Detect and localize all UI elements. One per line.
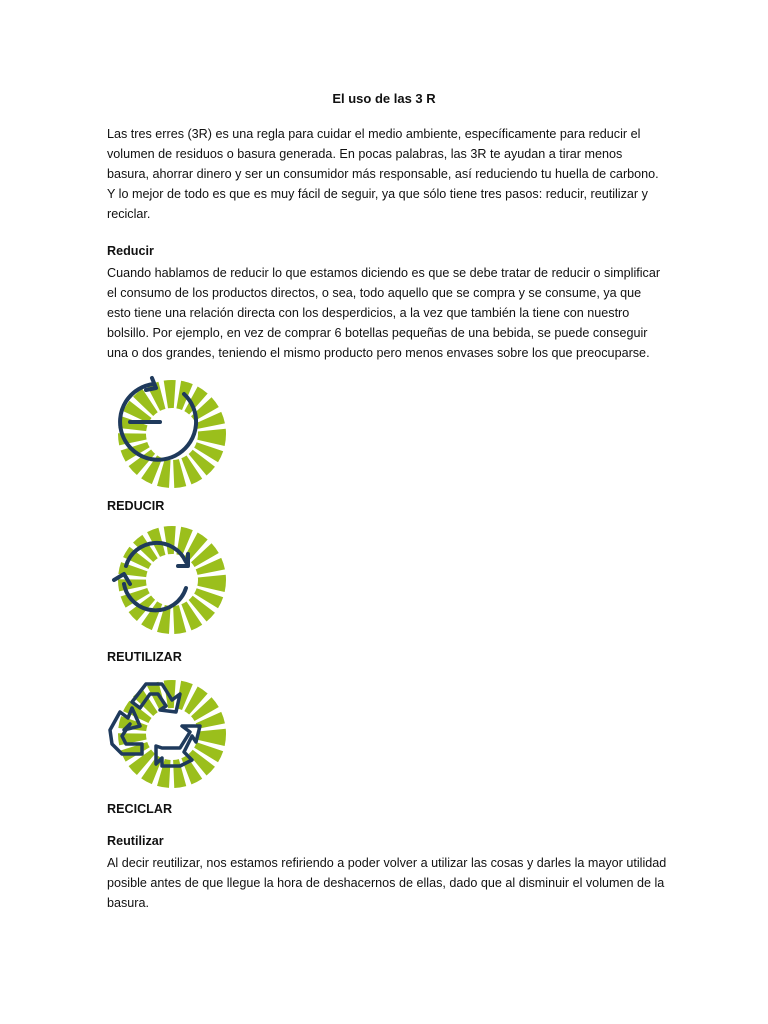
reutilizar-paragraph: Al decir reutilizar, nos estamos refiriendo a poder volver a utilizar las cosas y darles la mayor utilidad posible antes de que llegue la hora de deshacernos de ellas, dado que al disminuir el volumen de la basura. [107,856,667,910]
reuse-label: REUTILIZAR [107,650,182,664]
reducir-paragraph: Cuando hablamos de reducir lo que estamos diciendo es que se debe tratar de reducir o simplificar el consumo de los productos directos, o sea, todo aquello que se compra y se consume, ya que esto tiene una relación directa con los desperdicios, a la vez que también la tiene con nuestro bolsillo. Por ejemplo, en vez de comprar 6 botellas pequeñas de una bebida, se puede conseguir una o dos grandes, teniendo el mismo producto pero menos envases sobre los que preocuparse. [107,266,661,360]
document-title: El uso de las 3 R [332,91,436,106]
intro-paragraph: Las tres erres (3R) es una regla para cuidar el medio ambiente, específicamente para reducir el volumen de residuos o basura generada. En pocas palabras, las 3R te ayudan a tirar menos basura, ahorrar dinero y ser un consumidor más responsable, así reduciendo tu huella de carbono. Y lo mejor de todo es que es muy fácil de seguir, ya que sólo tiene tres pasos: reducir, reutilizar y reciclar. [107,127,659,221]
reduce-label: REDUCIR [107,499,165,513]
reduce-icon [104,374,226,488]
reutilizar-heading: Reutilizar [107,834,164,848]
reuse-icon [104,526,226,640]
reducir-heading: Reducir [107,244,154,258]
recycle-label: RECICLAR [107,802,173,816]
recycle-icon [104,678,226,792]
